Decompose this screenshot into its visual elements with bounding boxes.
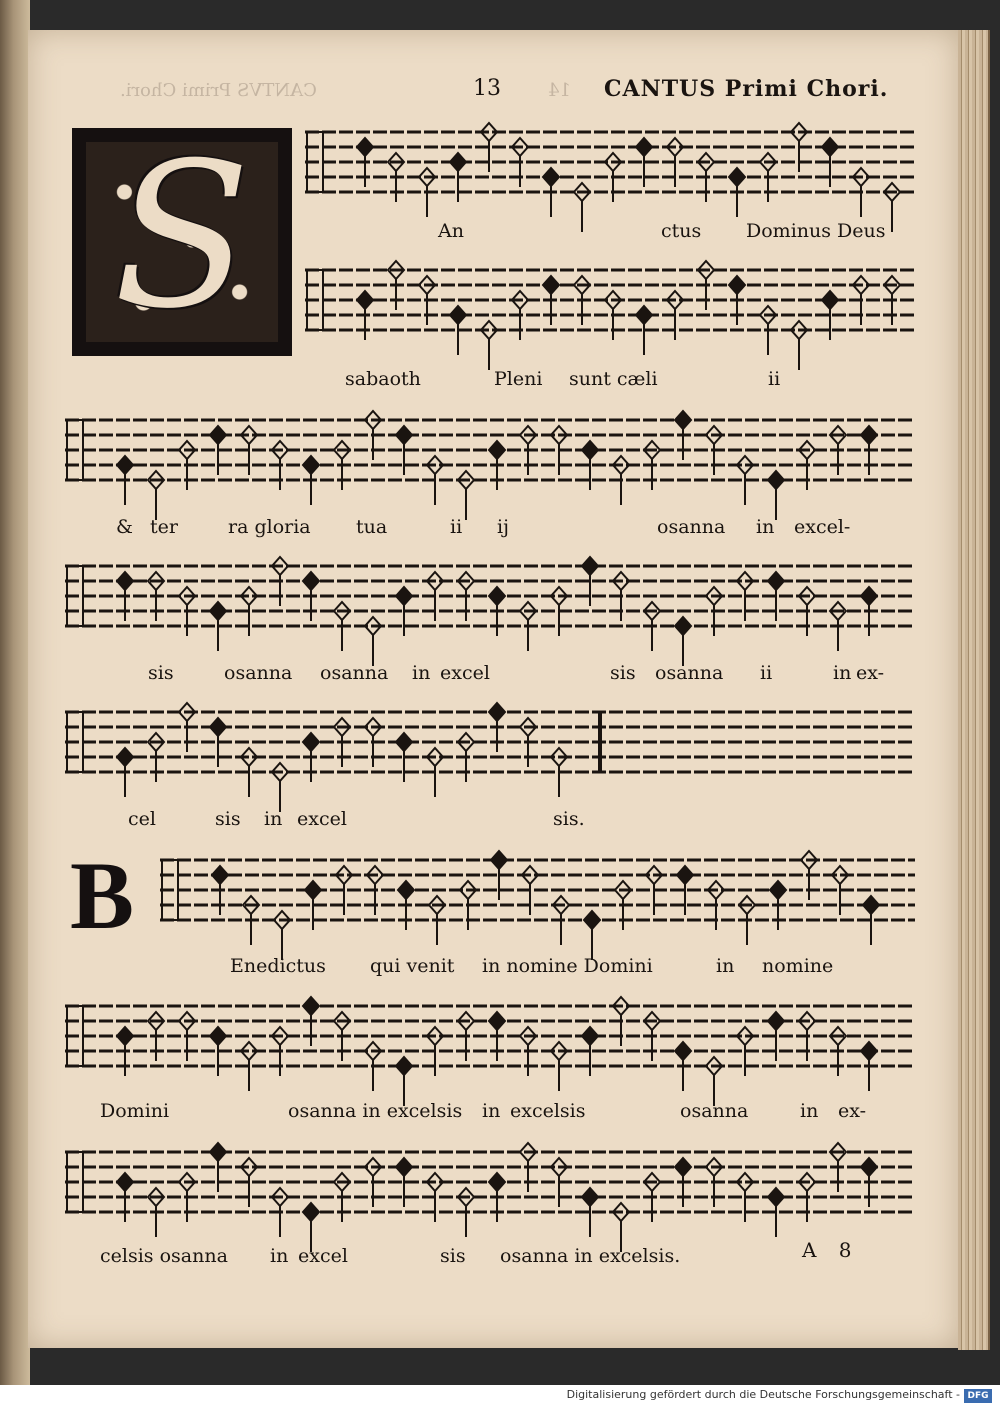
note-head: [396, 733, 412, 751]
note-head: [303, 997, 319, 1015]
note-head: [636, 306, 652, 324]
lyric-syllable: excel: [298, 1245, 348, 1267]
note-head: [677, 866, 693, 884]
lyric-syllable: osanna: [655, 662, 724, 684]
note-head: [543, 168, 559, 186]
note-head: [303, 572, 319, 590]
note-head: [117, 1173, 133, 1191]
lyric-syllable: ctus: [661, 220, 702, 242]
note-head: [822, 138, 838, 156]
lyric-syllable: Dominus Deus: [746, 220, 886, 242]
lyric-syllable: in: [800, 1100, 819, 1122]
note-head: [303, 456, 319, 474]
lyric-syllable: excel: [440, 662, 490, 684]
lyric-syllable: in: [833, 662, 852, 684]
lyrics-line-6: [0, 955, 1000, 985]
lyric-syllable: nomine: [762, 955, 834, 977]
note-head: [768, 1188, 784, 1206]
lyric-syllable: in: [482, 1100, 501, 1122]
lyric-syllable: excel: [297, 808, 347, 830]
lyric-syllable: sabaoth: [345, 368, 421, 390]
note-head: [489, 1012, 505, 1030]
lyric-syllable: ii: [768, 368, 781, 390]
note-head: [117, 572, 133, 590]
note-head: [768, 572, 784, 590]
lyric-syllable: qui venit: [370, 955, 455, 977]
note-head: [768, 1012, 784, 1030]
note-head: [303, 733, 319, 751]
ornamental-initial-letter: S: [113, 120, 251, 353]
lyric-syllable: sunt cæli: [569, 368, 658, 390]
note-head: [768, 471, 784, 489]
lyric-syllable: osanna: [320, 662, 389, 684]
note-head: [210, 426, 226, 444]
note-head: [729, 168, 745, 186]
bleed-part-title: CANTVS Primi Chori.: [120, 80, 317, 101]
lyric-syllable: in: [270, 1245, 289, 1267]
lyric-syllable: excel-: [794, 516, 851, 538]
lyric-syllable: osanna: [224, 662, 293, 684]
lyrics-line-1: [0, 220, 1000, 250]
lyric-syllable: celsis osanna: [100, 1245, 228, 1267]
footer-credit: Digitalisierung gefördert durch die Deutsche Forschungsgemeinschaft -: [566, 1388, 960, 1401]
lyric-syllable: Pleni: [494, 368, 543, 390]
lyrics-line-5: [0, 808, 1000, 838]
note-head: [861, 1158, 877, 1176]
lyric-syllable: sis: [215, 808, 241, 830]
note-head: [210, 602, 226, 620]
lyric-syllable: osanna in excelsis.: [500, 1245, 681, 1267]
note-head: [675, 1158, 691, 1176]
lyric-syllable: osanna in excelsis: [288, 1100, 463, 1122]
note-head: [863, 896, 879, 914]
note-head: [117, 456, 133, 474]
note-head: [861, 426, 877, 444]
note-head: [636, 138, 652, 156]
note-head: [489, 1173, 505, 1191]
signature-mark: A 8: [802, 1238, 860, 1262]
note-head: [398, 881, 414, 899]
dfg-logo: DFG: [964, 1389, 992, 1403]
lyric-syllable: cel: [128, 808, 156, 830]
lyrics-line-2: [0, 368, 1000, 398]
note-head: [489, 441, 505, 459]
lyric-syllable: in: [412, 662, 431, 684]
lyric-syllable: osanna: [657, 516, 726, 538]
lyric-syllable: Domini: [100, 1100, 170, 1122]
note-head: [450, 153, 466, 171]
note-head: [396, 587, 412, 605]
note-head: [582, 557, 598, 575]
lyric-syllable: sis.: [553, 808, 585, 830]
note-head: [210, 1027, 226, 1045]
lyric-syllable: ex-: [856, 662, 885, 684]
note-head: [212, 866, 228, 884]
lyric-syllable: in: [264, 808, 283, 830]
lyric-syllable: Enedictus: [230, 955, 326, 977]
lyrics-line-4: [0, 662, 1000, 692]
part-title: CANTUS Primi Chori.: [604, 76, 889, 102]
note-head: [543, 276, 559, 294]
page-number: 13: [473, 76, 501, 101]
lyric-syllable: ii: [450, 516, 463, 538]
initial-letter-b: B: [70, 842, 135, 949]
lyric-syllable: ter: [150, 516, 178, 538]
note-head: [675, 617, 691, 635]
lyric-syllable: in: [716, 955, 735, 977]
note-head: [675, 1042, 691, 1060]
lyric-syllable: in: [756, 516, 775, 538]
lyric-syllable: in nomine Domini: [482, 955, 653, 977]
note-head: [861, 587, 877, 605]
note-head: [822, 291, 838, 309]
lyric-syllable: excelsis: [510, 1100, 586, 1122]
note-head: [450, 306, 466, 324]
lyric-syllable: ij: [497, 516, 509, 538]
lyrics-line-7: [0, 1100, 1000, 1130]
lyric-syllable: sis: [610, 662, 636, 684]
note-head: [357, 291, 373, 309]
note-head: [396, 1057, 412, 1075]
note-head: [357, 138, 373, 156]
note-head: [770, 881, 786, 899]
note-head: [117, 1027, 133, 1045]
note-head: [396, 426, 412, 444]
note-head: [305, 881, 321, 899]
note-head: [582, 1188, 598, 1206]
lyric-syllable: ra gloria: [228, 516, 311, 538]
note-head: [303, 1203, 319, 1221]
lyric-syllable: ex-: [838, 1100, 867, 1122]
note-head: [582, 1027, 598, 1045]
lyric-syllable: An: [438, 220, 464, 242]
note-head: [582, 441, 598, 459]
note-head: [489, 703, 505, 721]
note-head: [861, 1042, 877, 1060]
note-head: [489, 587, 505, 605]
lyric-syllable: ii: [760, 662, 773, 684]
note-head: [729, 276, 745, 294]
note-head: [210, 718, 226, 736]
note-head: [396, 1158, 412, 1176]
lyric-syllable: sis: [148, 662, 174, 684]
note-head: [584, 911, 600, 929]
lyric-syllable: tua: [356, 516, 388, 538]
note-head: [491, 851, 507, 869]
lyric-syllable: &: [116, 516, 133, 538]
lyric-syllable: sis: [440, 1245, 466, 1267]
note-head: [117, 748, 133, 766]
bleed-page-number: 14: [548, 80, 571, 101]
lyric-syllable: osanna: [680, 1100, 749, 1122]
note-head: [210, 1143, 226, 1161]
lyrics-line-3: [0, 516, 1000, 546]
note-head: [675, 411, 691, 429]
